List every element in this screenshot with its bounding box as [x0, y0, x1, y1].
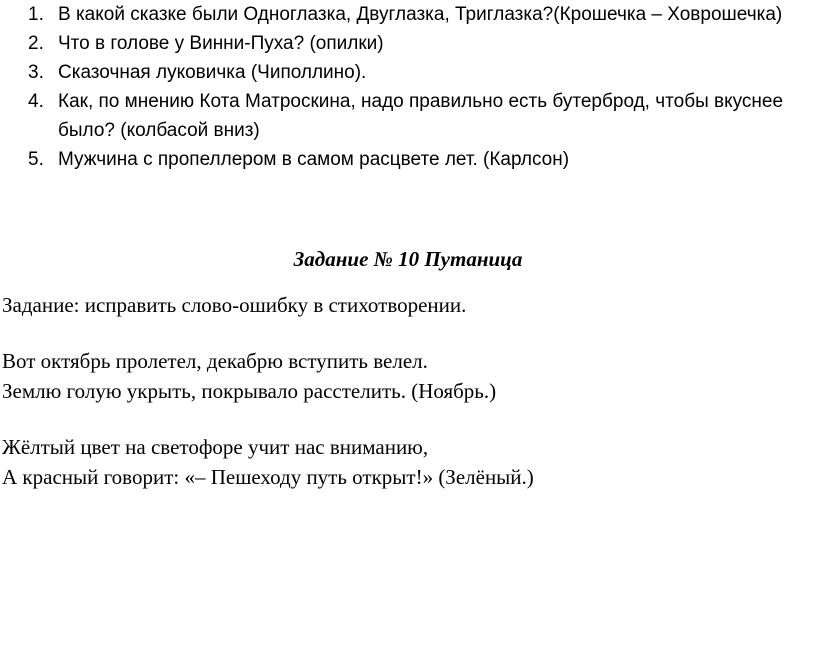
- list-item-number: 2.: [28, 33, 44, 54]
- task-instruction: Задание: исправить слово-ошибку в стихотворении.: [2, 293, 467, 317]
- poem-stanza-1: [2, 346, 812, 406]
- list-item: [28, 87, 808, 145]
- list-item-number: 1.: [28, 4, 44, 25]
- list-item: [28, 29, 808, 58]
- list-item-text: Как, по мнению Кота Матроскина, надо правильно есть бутерброд, чтобы вкуснее было? (колбасой вниз): [58, 91, 784, 141]
- list-item-text: Что в голове у Винни-Пуха? (опилки): [58, 33, 384, 54]
- poem-line: Жёлтый цвет на светофоре учит нас вниманию,: [2, 435, 429, 459]
- poem-line: Вот октябрь пролетел, декабрю вступить велел.: [2, 349, 428, 373]
- list-item-text: Мужчина с пропеллером в самом расцвете лет. (Карлсон): [58, 149, 570, 170]
- list-item-text: В какой сказке были Одноглазка, Двуглазка, Триглазка?(Крошечка – Ховрошечка): [58, 4, 783, 25]
- list-item: [28, 145, 808, 174]
- list-item: [28, 0, 808, 29]
- list-item-number: 5.: [28, 149, 44, 170]
- poem-line: А красный говорит: «– Пешеходу путь открыт!» (Зелёный.): [2, 465, 534, 489]
- poem-stanza-2: [2, 432, 812, 492]
- list-item-text: Сказочная луковичка (Чиполлино).: [58, 62, 367, 83]
- list-item: [28, 58, 808, 87]
- list-item-number: 4.: [28, 91, 44, 112]
- riddle-list: [28, 0, 808, 174]
- list-item-number: 3.: [28, 62, 44, 83]
- section-heading: Задание № 10 Путаница: [293, 247, 523, 271]
- poem-line: Землю голую укрыть, покрывало расстелить. (Ноябрь.): [2, 379, 497, 403]
